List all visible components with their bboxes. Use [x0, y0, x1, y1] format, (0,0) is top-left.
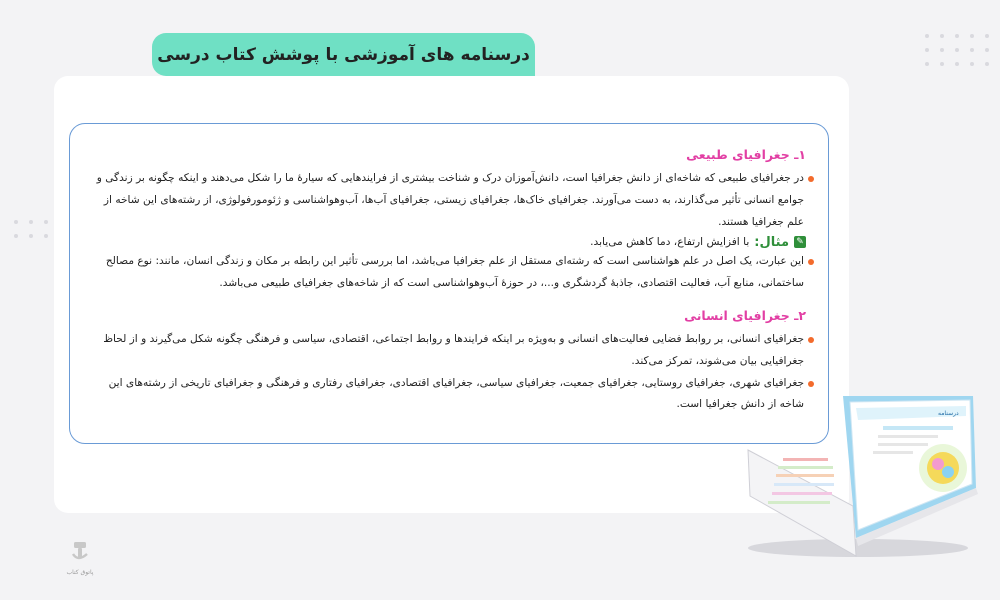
paragraph-text: جغرافیای انسانی، بر روابط فضایی فعالیت‌های انسانی و به‌ویژه بر اینکه فرایندها و روابط اجتماعی، اقتصادی، سیاسی و فرهنگی چگونه شکل می‌گیرند و از لحاظ جغرافیایی بیان می‌شوند، تمرکز می‌کند. [103, 332, 804, 367]
bullet-icon [808, 337, 814, 343]
pencil-icon: ✎ [794, 236, 806, 248]
example-label: مثال: [754, 234, 789, 250]
open-book-image [738, 388, 988, 558]
paragraph-text: این عبارت، یک اصل در علم هواشناسی است که رشته‌ای مستقل از علم جغرافیا می‌باشد، اما بررسی تأثیر این رابطه بر مکان و زندگی انسان، مانند: نوع مصالح ساختمانی، منابع آب، فعالیت اقتصادی، جاذبهٔ گردشگری و...، در حوزهٔ آب‌وهواشناسی است که از شاخه‌های جغرافیای طبیعی می‌باشد. [105, 255, 804, 290]
site-logo [60, 540, 100, 582]
section-heading-human: ۲ـ جغرافیای انسانی [684, 307, 806, 323]
bullet-icon [808, 259, 814, 265]
logo-text: پاتوق کتاب [66, 569, 94, 576]
example-row [86, 233, 814, 251]
paragraph [86, 251, 814, 295]
lesson-box [69, 123, 829, 444]
paragraph [86, 168, 814, 233]
paragraph-text: جغرافیای شهری، جغرافیای روستایی، جغرافیای جمعیت، جغرافیای سیاسی، جغرافیای اقتصادی، جغرافیای رفتاری و فرهنگی و جغرافیای تاریخی از رشته‌های این شاخه از دانش جغرافیا است. [108, 376, 804, 411]
page-title: درسنامه های آموزشی با پوشش کتاب درسی [152, 33, 535, 76]
book-logo-icon [70, 540, 90, 564]
lesson-content [86, 144, 814, 416]
bullet-icon [808, 176, 814, 182]
example-text: با افزایش ارتفاع، دما کاهش می‌یابد. [590, 235, 750, 248]
paragraph [86, 373, 814, 417]
book-page-heading: درسنامه [938, 410, 959, 417]
section-heading-physical: ۱ـ جغرافیای طبیعی [686, 147, 806, 162]
paragraph-text: در جغرافیای طبیعی که شاخه‌ای از دانش جغرافیا است، دانش‌آموزان درک و شناخت بیشتری از فرایندهایی که سیارهٔ ما را شکل می‌دهند و اینکه چگونه بر زندگی و جوامع انسانی تأثیر می‌گذارند، به دست می‌آورند. جغرافیای خاک‌ها، جغرافیای زیستی، جغرافیای آب‌ها، آب‌وهواشناسی و ژئومورفولوژی، از رشته‌های این شاخه از علم جغرافیا هستند. [96, 172, 804, 228]
bullet-icon [808, 381, 814, 387]
paragraph [86, 329, 814, 373]
decorative-dots-top-right [925, 34, 990, 66]
